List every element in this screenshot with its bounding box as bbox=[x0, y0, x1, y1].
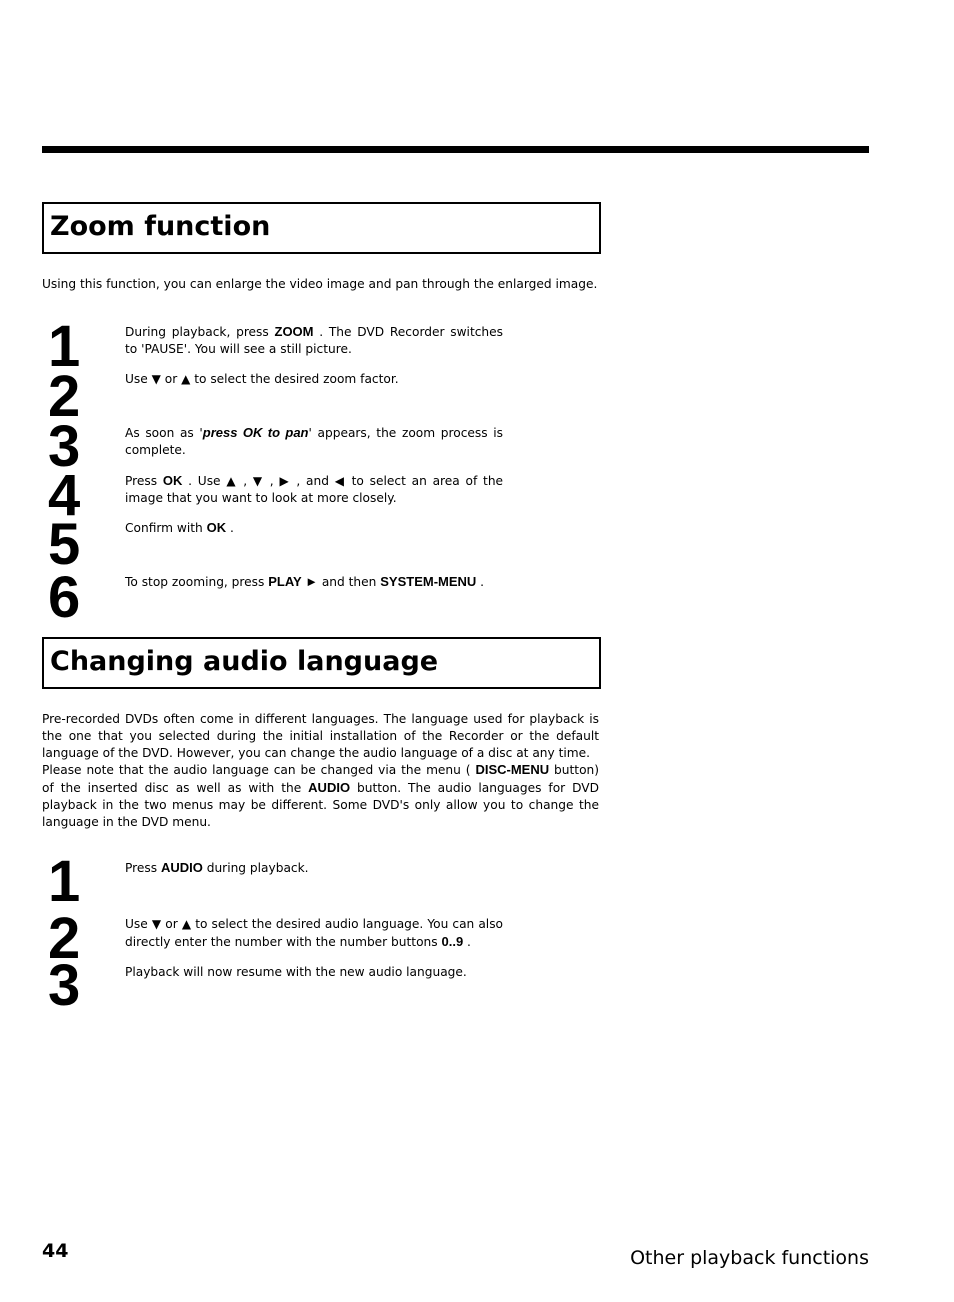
step-number: 3 bbox=[48, 414, 81, 479]
disc-menu-key: DISC-MENU bbox=[475, 762, 550, 777]
arrow-up-icon: ▲ bbox=[181, 372, 191, 386]
zoom-step-6: To stop zooming, press PLAY ► and then SYSTEM-MENU . bbox=[125, 574, 485, 589]
zoom-step-1: During playback, press ZOOM . The DVD Recorder switches to 'PAUSE'. You will see a still picture. bbox=[125, 324, 503, 356]
system-menu-key: SYSTEM-MENU bbox=[380, 574, 477, 589]
ok-key: OK bbox=[162, 473, 183, 488]
zoom-step-4: Press OK . Use ▲ , ▼ , ▶ , and ◀ to select an area of the image that you want to look at more closely. bbox=[125, 473, 504, 505]
arrow-down-icon: ▼ bbox=[151, 917, 162, 931]
zoom-key: ZOOM bbox=[274, 324, 314, 339]
arrow-right-icon: ▶ bbox=[279, 474, 291, 488]
section-title: Zoom function bbox=[50, 211, 271, 242]
arrow-left-icon: ◀ bbox=[334, 474, 346, 488]
number-keys: 0..9 bbox=[441, 934, 464, 949]
section-header-audio bbox=[42, 637, 601, 689]
audio-key: AUDIO bbox=[308, 780, 351, 795]
step-number: 5 bbox=[48, 512, 81, 577]
section-header-zoom bbox=[42, 202, 601, 254]
step-number: 6 bbox=[48, 565, 81, 630]
step-number: 2 bbox=[48, 364, 81, 429]
zoom-step-5: Confirm with OK . bbox=[125, 520, 234, 535]
zoom-step-3: As soon as 'press OK to pan' appears, the zoom process is complete. bbox=[125, 425, 503, 457]
page-number: 44 bbox=[42, 1240, 69, 1262]
zoom-step-2: Use ▼ or ▲ to select the desired zoom factor. bbox=[125, 372, 399, 386]
audio-para-1: Pre-recorded DVDs often come in different languages. The language used for playback is the one that you selected during the initial installation of the Recorder or the default language of the DVD. However, you can change the audio language of a disc at any time. bbox=[42, 712, 599, 760]
arrow-up-icon: ▲ bbox=[181, 917, 192, 931]
ok-key: OK bbox=[206, 520, 227, 535]
arrow-up-icon: ▲ bbox=[226, 474, 238, 488]
arrow-down-icon: ▼ bbox=[252, 474, 265, 488]
step-number: 1 bbox=[48, 314, 81, 379]
section-title: Changing audio language bbox=[50, 646, 439, 677]
step-number: 4 bbox=[48, 463, 81, 528]
audio-step-2: Use ▼ or ▲ to select the desired audio language. You can also directly enter the number with the number buttons 0..9 . bbox=[125, 917, 503, 949]
step-number: 2 bbox=[48, 906, 81, 971]
zoom-intro: Using this function, you can enlarge the video image and pan through the enlarged image. bbox=[42, 277, 598, 291]
arrow-down-icon: ▼ bbox=[151, 372, 161, 386]
audio-step-1: Press AUDIO during playback. bbox=[125, 860, 309, 875]
audio-step-3: Playback will now resume with the new audio language. bbox=[125, 965, 467, 979]
audio-para-2: Please note that the audio language can be changed via the menu ( DISC-MENU button) of the inserted disc as well as with the AUDIO button. The audio languages for DVD playback in the two menus may be different. Some DVD's only allow you to change the language in the DVD menu. bbox=[42, 762, 600, 829]
step-number: 1 bbox=[48, 849, 81, 914]
header-rule bbox=[42, 146, 869, 153]
on-screen-message: press OK to pan bbox=[202, 425, 309, 440]
footer-title: Other playback functions bbox=[630, 1247, 869, 1269]
step-number: 3 bbox=[48, 953, 81, 1018]
play-key: PLAY ► bbox=[268, 574, 318, 589]
audio-key: AUDIO bbox=[160, 860, 203, 875]
